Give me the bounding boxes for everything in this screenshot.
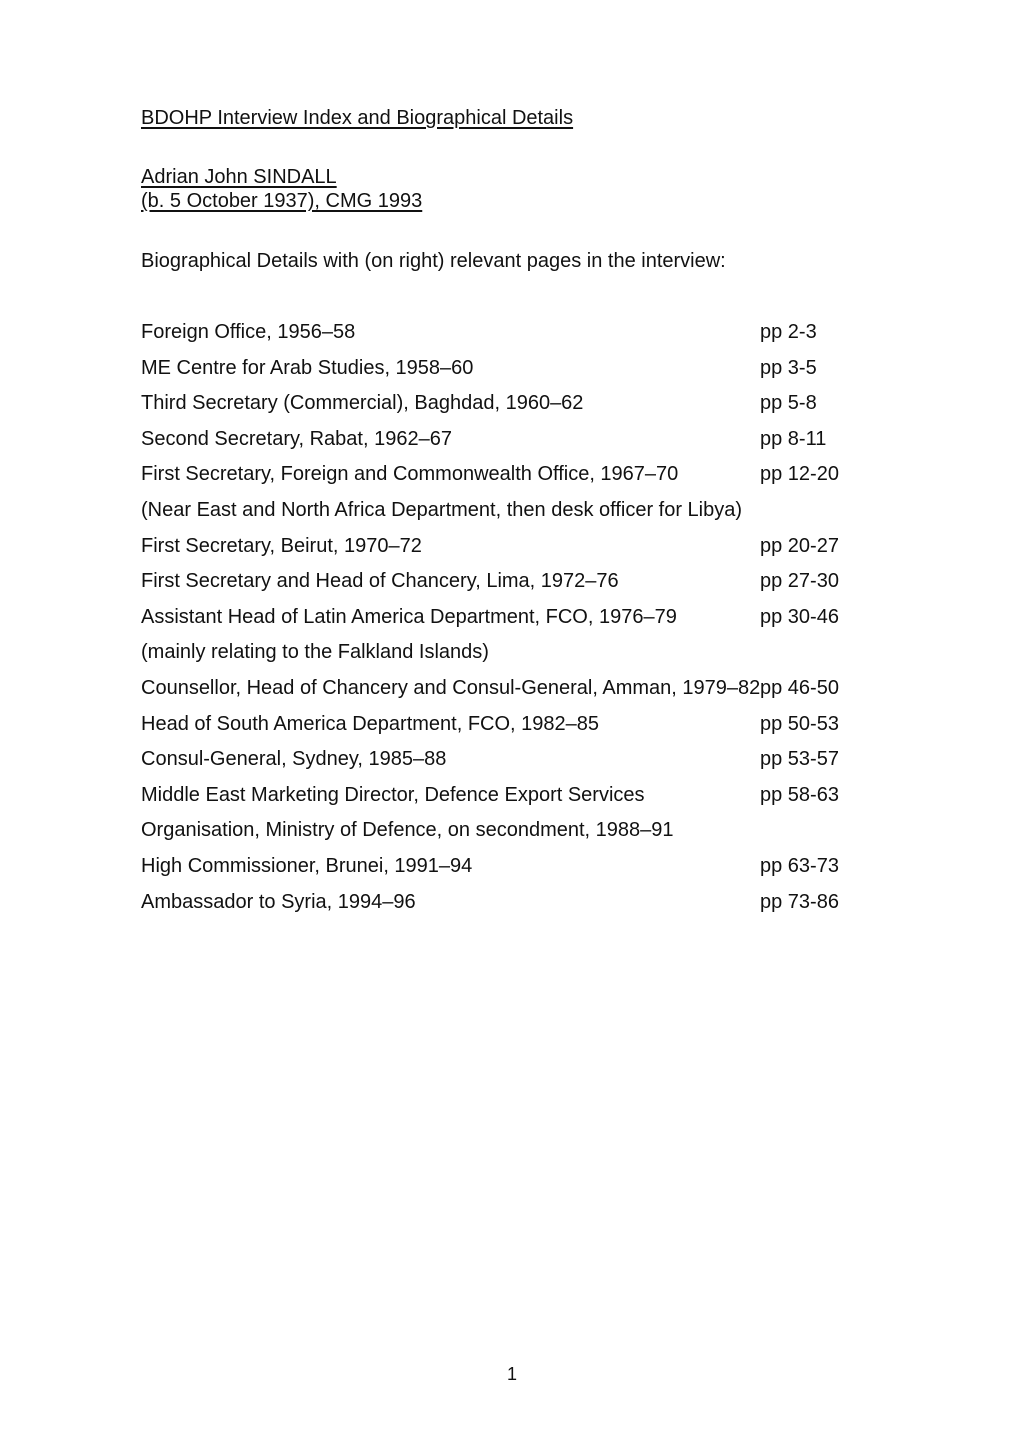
career-pages: pp 46-50 xyxy=(760,676,839,699)
page-title: BDOHP Interview Index and Biographical Details xyxy=(141,107,574,129)
career-list xyxy=(141,320,901,925)
career-description: ME Centre for Arab Studies, 1958–60 xyxy=(141,356,474,379)
career-description: (Near East and North Africa Department, then desk officer for Libya) xyxy=(141,498,743,521)
career-description: Third Secretary (Commercial), Baghdad, 1960–62 xyxy=(141,392,584,415)
career-row xyxy=(141,747,901,783)
career-description: Head of South America Department, FCO, 1982–85 xyxy=(141,712,600,735)
career-pages: pp 12-20 xyxy=(760,463,839,486)
career-row xyxy=(141,676,901,712)
page-number: 1 xyxy=(506,1364,517,1384)
career-description: (mainly relating to the Falkland Islands) xyxy=(141,641,489,664)
career-description: Organisation, Ministry of Defence, on secondment, 1988–91 xyxy=(141,819,674,842)
career-row xyxy=(141,712,901,748)
career-pages: pp 5-8 xyxy=(760,392,817,415)
career-row xyxy=(141,854,901,890)
career-row xyxy=(141,569,901,605)
subject-birth-details: (b. 5 October 1937), CMG 1993 xyxy=(141,190,423,212)
career-pages: pp 3-5 xyxy=(760,356,817,379)
career-description: First Secretary and Head of Chancery, Lima, 1972–76 xyxy=(141,570,619,593)
career-row xyxy=(141,534,901,570)
career-row xyxy=(141,427,901,463)
career-description: Foreign Office, 1956–58 xyxy=(141,321,356,343)
career-row xyxy=(141,890,901,926)
intro-text: Biographical Details with (on right) relevant pages in the interview: xyxy=(141,250,726,272)
career-pages: pp 50-53 xyxy=(760,712,839,735)
career-description: First Secretary, Foreign and Commonwealth Office, 1967–70 xyxy=(141,463,679,486)
career-row xyxy=(141,320,901,356)
career-pages: pp 30-46 xyxy=(760,605,839,628)
career-description: First Secretary, Beirut, 1970–72 xyxy=(141,534,422,557)
career-row xyxy=(141,356,901,392)
career-pages: pp 20-27 xyxy=(760,534,839,557)
career-description: Second Secretary, Rabat, 1962–67 xyxy=(141,427,452,450)
subject-name: Adrian John SINDALL xyxy=(141,166,337,188)
career-pages: pp 27-30 xyxy=(760,570,839,593)
career-description: Assistant Head of Latin America Department, FCO, 1976–79 xyxy=(141,605,677,628)
career-description: Ambassador to Syria, 1994–96 xyxy=(141,890,416,913)
career-pages: pp 53-57 xyxy=(760,748,839,771)
career-pages: pp 58-63 xyxy=(760,783,839,806)
career-row xyxy=(141,783,901,819)
career-pages: pp 63-73 xyxy=(760,854,839,877)
career-description: Middle East Marketing Director, Defence Export Services xyxy=(141,783,645,806)
career-row xyxy=(141,462,901,498)
career-description: High Commissioner, Brunei, 1991–94 xyxy=(141,854,473,877)
career-row xyxy=(141,818,901,854)
career-description: Consul-General, Sydney, 1985–88 xyxy=(141,748,447,771)
career-pages: pp 8-11 xyxy=(760,427,827,450)
career-pages: pp 73-86 xyxy=(760,890,839,913)
career-row xyxy=(141,605,901,641)
career-row xyxy=(141,498,901,534)
career-row xyxy=(141,640,901,676)
career-description: Counsellor, Head of Chancery and Consul-General, Amman, 1979–82 xyxy=(141,676,761,699)
career-row xyxy=(141,391,901,427)
career-pages: pp 2-3 xyxy=(760,321,817,343)
